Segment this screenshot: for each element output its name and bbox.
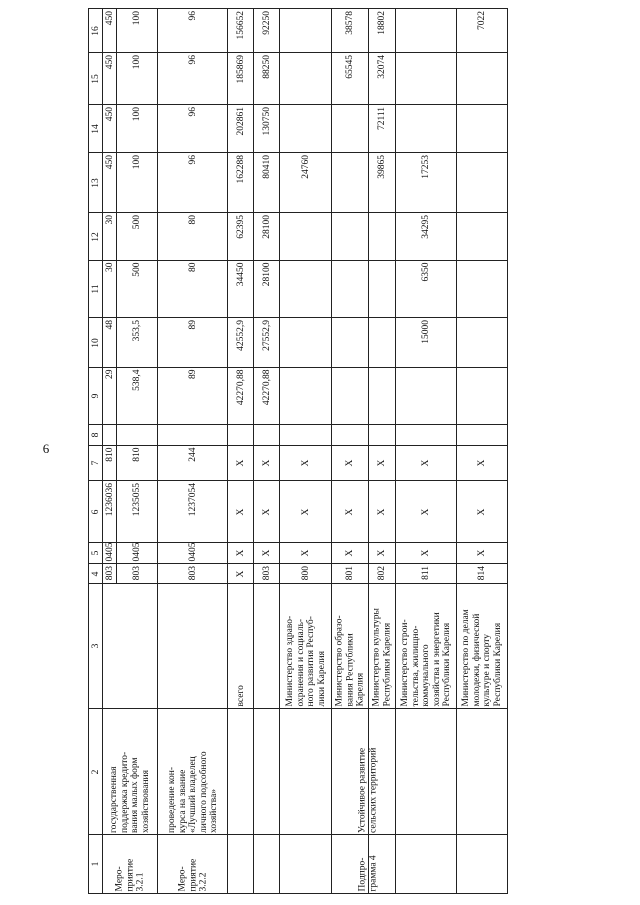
cell-text: 15000 — [420, 319, 431, 344]
cell-text: 185869 — [235, 54, 246, 83]
table-cell — [228, 261, 253, 317]
cell-text: 18802 — [376, 10, 387, 35]
table-cell — [89, 564, 102, 583]
cell-text: 100 — [131, 54, 142, 69]
table-cell — [228, 318, 253, 367]
column-rule — [88, 893, 508, 894]
table-cell — [117, 318, 157, 367]
cell-text: Министерство по делам молодежи, физической культуре и спорту Республики Карелия — [461, 609, 503, 707]
table-cell — [117, 153, 157, 212]
table-cell — [369, 564, 395, 583]
table-cell — [254, 318, 279, 367]
cell-text: 450 — [104, 106, 115, 121]
cell-text: 72111 — [376, 106, 387, 130]
cell-text: 92250 — [261, 10, 272, 35]
table-cell — [280, 153, 331, 212]
cell-text: 34295 — [420, 214, 431, 239]
cell-text: 89 — [187, 369, 198, 379]
cell-text: Х — [261, 459, 272, 467]
cell-text: 100 — [131, 10, 142, 25]
table-cell — [103, 446, 116, 480]
table-cell — [457, 446, 507, 480]
cell-text: 80 — [187, 214, 198, 224]
table-cell — [158, 53, 227, 104]
cell-text: 0405 — [187, 543, 198, 562]
cell-text: 2 — [90, 769, 101, 774]
cell-text: 162288 — [235, 154, 246, 183]
cell-text: Х — [344, 508, 355, 515]
table-cell — [369, 543, 395, 563]
cell-text: всего — [235, 685, 246, 707]
table-cell — [158, 261, 227, 317]
cell-text: 48 — [104, 319, 115, 329]
cell-text: 32074 — [376, 54, 387, 79]
cell-text: 62395 — [235, 214, 246, 239]
table-cell — [254, 53, 279, 104]
table-cell — [89, 481, 102, 542]
cell-text: 1236036 — [104, 482, 115, 516]
cell-text: 244 — [187, 447, 198, 462]
cell-text: Министерство образо- вания Республики Карелия — [334, 615, 366, 707]
cell-text: 450 — [104, 54, 115, 69]
cell-text: 30 — [104, 262, 115, 272]
table-cell — [158, 446, 227, 480]
table-cell — [158, 153, 227, 212]
table-cell — [103, 53, 116, 104]
table-cell — [158, 564, 227, 583]
table-cell — [228, 584, 253, 708]
table-cell — [228, 153, 253, 212]
table-cell — [228, 543, 253, 563]
table-cell — [396, 446, 456, 480]
cell-text: Х — [235, 549, 246, 557]
table-cell — [117, 481, 157, 542]
table-cell — [369, 481, 395, 542]
cell-text: Х — [261, 549, 272, 557]
table-cell — [228, 9, 253, 52]
table-cell — [332, 446, 368, 480]
cell-text: 814 — [476, 565, 487, 580]
table-cell — [396, 261, 456, 317]
table-cell — [117, 446, 157, 480]
table-cell — [103, 481, 116, 542]
cell-text: 9 — [90, 393, 101, 399]
cell-text: 4 — [90, 571, 101, 576]
cell-text: 65545 — [344, 54, 355, 79]
cell-text: 500 — [131, 214, 142, 229]
cell-text: 17253 — [420, 154, 431, 179]
cell-text: 810 — [104, 447, 115, 462]
cell-text: 38578 — [344, 10, 355, 35]
cell-text: Министерство культуры Республики Карелия — [371, 608, 392, 707]
table-cell — [158, 543, 227, 563]
cell-text: 156652 — [235, 10, 246, 39]
table-cell — [117, 564, 157, 583]
table-cell — [457, 9, 507, 52]
cell-text: Х — [300, 508, 311, 515]
table-cell — [254, 213, 279, 260]
cell-text: 7 — [90, 460, 101, 466]
table-cell — [369, 446, 395, 480]
table-cell — [332, 481, 368, 542]
table-cell — [254, 105, 279, 152]
cell-text: 802 — [376, 565, 387, 580]
table-cell — [396, 318, 456, 367]
table-cell — [396, 153, 456, 212]
table-cell — [117, 105, 157, 152]
column-rule — [88, 424, 507, 425]
table-cell — [228, 53, 253, 104]
row-rule — [507, 8, 508, 893]
table-cell — [228, 835, 507, 893]
cell-text: 800 — [300, 565, 311, 580]
table-cell — [89, 584, 102, 708]
cell-text: 29 — [104, 369, 115, 379]
cell-text: Министерство здраво- охранения и социаль- ного развития Респуб- лики Карелия — [284, 615, 326, 707]
table-cell — [89, 53, 102, 104]
cell-text: 89 — [187, 319, 198, 329]
table-cell — [158, 835, 227, 893]
table-cell — [396, 481, 456, 542]
table-cell — [103, 564, 116, 583]
cell-text: Министерство строи- тельства, жилищно- коммунального хозяйства и энергетики Республики Карелия — [399, 612, 452, 707]
table-cell — [254, 564, 279, 583]
cell-text: Х — [476, 508, 487, 515]
cell-text: 450 — [104, 154, 115, 169]
cell-text: Х — [476, 549, 487, 557]
table-cell — [332, 543, 368, 563]
cell-text: 1 — [90, 861, 101, 867]
table-cell — [89, 446, 102, 480]
cell-text: 96 — [187, 106, 198, 116]
table-cell — [89, 213, 102, 260]
table-cell — [457, 564, 507, 583]
cell-text: 100 — [131, 106, 142, 121]
table-cell — [158, 105, 227, 152]
cell-text: 6 — [90, 509, 101, 514]
cell-text: Х — [376, 549, 387, 557]
table-cell — [89, 318, 102, 367]
cell-text: 5 — [90, 550, 101, 556]
cell-text: 7022 — [476, 10, 487, 30]
table-cell — [369, 53, 395, 104]
cell-text: 80 — [187, 262, 198, 272]
cell-text: 0405 — [104, 543, 115, 562]
table-cell — [117, 53, 157, 104]
table-cell — [280, 584, 331, 708]
cell-text: 13 — [90, 177, 101, 188]
table-cell — [254, 261, 279, 317]
cell-text: 42270,88 — [261, 369, 272, 406]
cell-text: Х — [476, 459, 487, 467]
cell-text: Х — [300, 549, 311, 557]
cell-text: 500 — [131, 262, 142, 277]
table-cell — [228, 368, 253, 424]
cell-text: 0405 — [131, 543, 142, 562]
table-cell — [254, 481, 279, 542]
table-cell — [117, 261, 157, 317]
cell-text: 1235055 — [131, 482, 142, 516]
table-cell — [117, 213, 157, 260]
cell-text: 3 — [90, 643, 101, 649]
cell-text: Х — [376, 508, 387, 515]
cell-text: Х — [235, 459, 246, 467]
cell-text: Подпро- грамма 4 — [357, 855, 378, 892]
table-cell — [254, 9, 279, 52]
cell-text: 11 — [90, 284, 101, 294]
cell-text: 42270,88 — [235, 369, 246, 406]
table-cell — [89, 543, 102, 563]
cell-text: 15 — [90, 73, 101, 84]
table-cell — [103, 213, 116, 260]
table-cell — [280, 543, 331, 563]
table-cell — [369, 9, 395, 52]
table-cell — [332, 9, 368, 52]
table-cell — [158, 481, 227, 542]
cell-text: 34450 — [235, 262, 246, 287]
cell-text: 450 — [104, 10, 115, 25]
table-cell — [254, 446, 279, 480]
cell-text: 27552,9 — [261, 319, 272, 351]
table-cell — [103, 153, 116, 212]
table-cell — [158, 368, 227, 424]
table-cell — [254, 368, 279, 424]
cell-text: 96 — [187, 10, 198, 20]
table-cell — [158, 709, 227, 834]
table-cell — [117, 543, 157, 563]
cell-text: 810 — [131, 447, 142, 462]
cell-text: 96 — [187, 154, 198, 164]
cell-text: Х — [420, 508, 431, 515]
table-cell — [228, 564, 253, 583]
cell-text: 801 — [344, 565, 355, 580]
table-cell — [103, 835, 157, 893]
table-cell — [369, 584, 395, 708]
table-cell — [89, 425, 102, 445]
cell-text: 28100 — [261, 262, 272, 287]
table-cell — [228, 481, 253, 542]
cell-text: 202861 — [235, 106, 246, 135]
table-cell — [89, 368, 102, 424]
cell-text: Х — [420, 459, 431, 467]
table-cell — [396, 564, 456, 583]
cell-text: Меро- приятие 3.2.2 — [176, 858, 208, 892]
cell-text: Х — [261, 508, 272, 515]
cell-text: 811 — [420, 565, 431, 580]
page-number: 6 — [42, 441, 50, 456]
table-cell — [158, 318, 227, 367]
table-cell — [254, 153, 279, 212]
cell-text: 130750 — [261, 106, 272, 135]
table-cell — [457, 481, 507, 542]
cell-text: Х — [376, 459, 387, 467]
cell-text: Х — [235, 570, 246, 577]
cell-text: 803 — [131, 565, 142, 580]
table-cell — [280, 481, 331, 542]
table-cell — [158, 213, 227, 260]
table-cell — [280, 564, 331, 583]
table-cell — [89, 153, 102, 212]
cell-text: 16 — [90, 25, 101, 36]
table-cell — [89, 261, 102, 317]
cell-text: 39865 — [376, 154, 387, 179]
table-cell — [332, 53, 368, 104]
table-cell — [89, 105, 102, 152]
table-cell — [228, 213, 253, 260]
cell-text: 8 — [90, 432, 101, 438]
cell-text: Х — [300, 459, 311, 467]
table-cell — [228, 105, 253, 152]
table-cell — [280, 446, 331, 480]
table-cell — [228, 446, 253, 480]
cell-text: 803 — [104, 565, 115, 580]
cell-text: 88250 — [261, 54, 272, 79]
cell-text: 803 — [261, 565, 272, 580]
cell-text: проведение кон- курса на звание «Лучший владелец личного подсобного хозяйства» — [166, 750, 219, 833]
cell-text: Х — [344, 459, 355, 467]
cell-text: Меро- приятие 3.2.1 — [114, 858, 146, 892]
table-cell — [117, 368, 157, 424]
cell-text: 42552,9 — [235, 319, 246, 351]
table-cell — [457, 584, 507, 708]
sub-row-rule — [116, 8, 117, 583]
cell-text: Устойчивое развитие сельских территорий — [357, 747, 378, 833]
table-cell — [103, 543, 116, 563]
cell-text: 12 — [90, 231, 101, 242]
table-cell — [332, 564, 368, 583]
table-cell — [89, 9, 102, 52]
cell-text: 96 — [187, 54, 198, 64]
table-cell — [396, 213, 456, 260]
cell-text: Х — [420, 549, 431, 557]
table-cell — [103, 105, 116, 152]
table-cell — [103, 9, 116, 52]
cell-text: 80410 — [261, 154, 272, 179]
cell-text: 803 — [187, 565, 198, 580]
table-cell — [158, 9, 227, 52]
cell-text: 10 — [90, 337, 101, 348]
table-cell — [457, 543, 507, 563]
table-cell — [89, 835, 102, 893]
table-cell — [103, 368, 116, 424]
cell-text: государственная поддержка кредито- вания малых форм хозяйствования — [109, 751, 151, 833]
table-cell — [228, 709, 507, 834]
cell-text: 24760 — [300, 154, 311, 179]
table-cell — [103, 709, 157, 834]
table-cell — [254, 543, 279, 563]
table-cell — [89, 709, 102, 834]
cell-text: Х — [344, 549, 355, 557]
table-cell — [396, 543, 456, 563]
table-cell — [103, 318, 116, 367]
table-cell — [369, 153, 395, 212]
table-cell — [396, 584, 456, 708]
cell-text: 6350 — [420, 262, 431, 282]
table-cell — [117, 9, 157, 52]
cell-text: 353,5 — [131, 319, 142, 341]
cell-text: 100 — [131, 154, 142, 169]
cell-text: Х — [235, 508, 246, 515]
table-cell — [103, 261, 116, 317]
cell-text: 28100 — [261, 214, 272, 239]
table-cell — [369, 105, 395, 152]
cell-text: 30 — [104, 214, 115, 224]
cell-text: 538,4 — [131, 369, 142, 391]
table-cell — [332, 584, 368, 708]
cell-text: 14 — [90, 123, 101, 134]
cell-text: 1237054 — [187, 482, 198, 516]
